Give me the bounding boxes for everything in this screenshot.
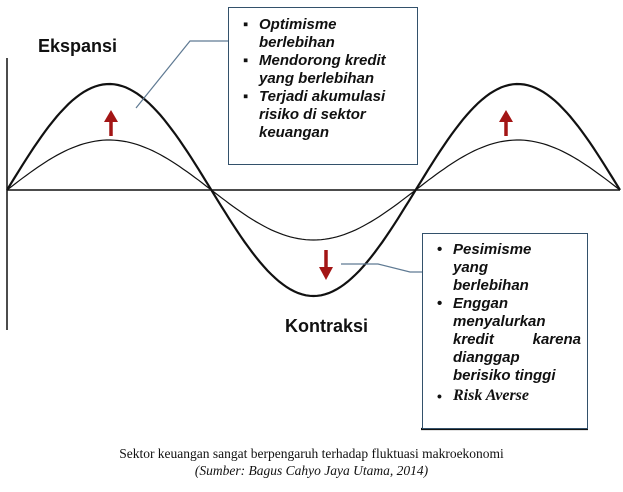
connector-line-bottom: [341, 264, 422, 272]
square-bullet-icon: ▪: [243, 88, 249, 105]
dot-bullet-icon: •: [437, 388, 442, 404]
square-bullet-icon: ▪: [243, 52, 249, 69]
contraction-effects-list: [431, 241, 581, 405]
figure-source: (Sumber: Bagus Cahyo Jaya Utama, 2014): [194, 463, 429, 478]
bullet-optimism: ▪ Optimisme berlebihan: [243, 16, 337, 51]
expansion-effects-box: [228, 7, 418, 165]
expansion-effects-list: [237, 16, 411, 142]
up-arrow-right: [499, 110, 513, 136]
down-arrow: [319, 250, 333, 280]
dot-bullet-icon: •: [437, 241, 443, 258]
contraction-effects-box: [422, 233, 588, 429]
bullet-pessimism: • Pesimisme yang berlebihan: [437, 241, 532, 294]
up-arrow-left: [104, 110, 118, 136]
connector-line-top: [136, 41, 228, 108]
expansion-label: Ekspansi: [38, 36, 118, 56]
bullet-risk-averse: • Risk Averse: [437, 387, 529, 404]
bullet-credit-push: ▪ Mendorong kredit yang berlebihan: [243, 52, 386, 87]
bullet-credit-reluctance: • Enggan menyalurkan kredit karena dianggap berisiko tinggi: [437, 295, 581, 384]
bullet-risk-accumulation: ▪ Terjadi akumulasi risiko di sektor keuangan: [243, 88, 386, 141]
dot-bullet-icon: •: [437, 295, 443, 312]
square-bullet-icon: ▪: [243, 16, 249, 33]
justified-line: kredit karena: [453, 331, 581, 348]
figure-caption: Sektor keuangan sangat berpengaruh terhadap fluktuasi makroekonomi: [119, 446, 504, 461]
contraction-label: Kontraksi: [285, 316, 369, 336]
